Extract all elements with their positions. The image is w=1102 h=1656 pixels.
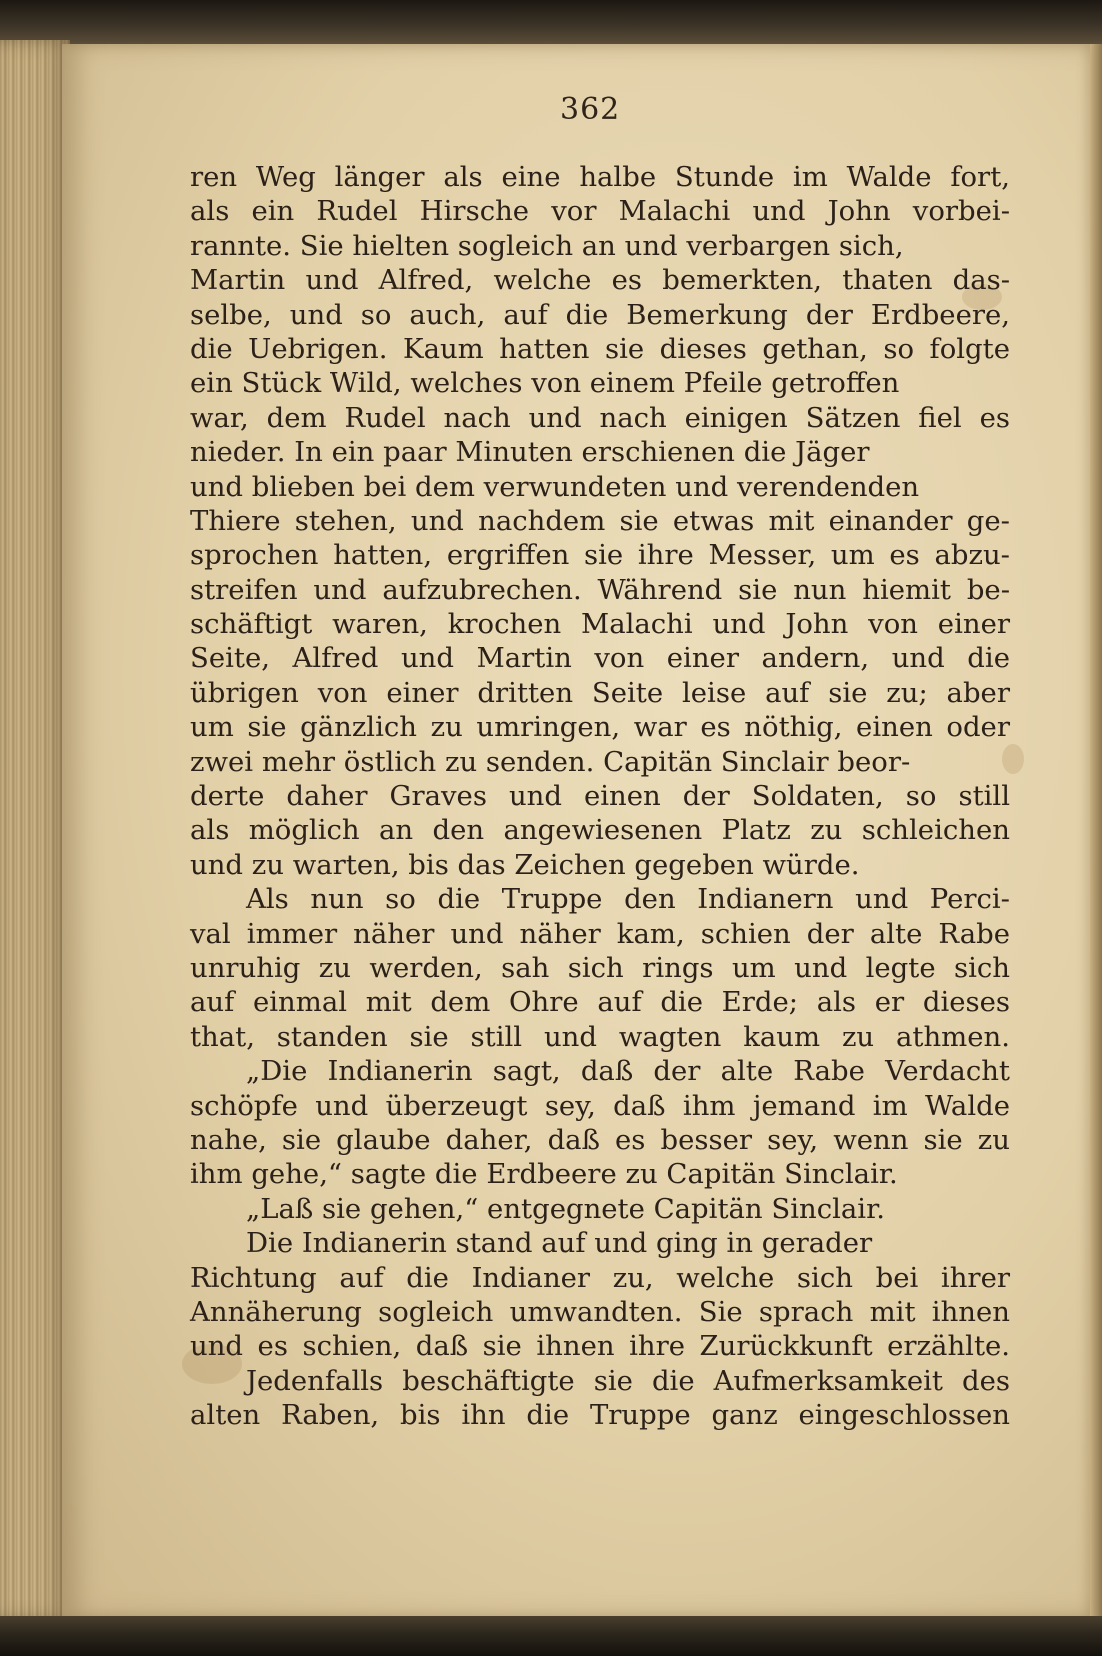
text-line: übrigen von einer dritten Seite leise auf sie zu; aber <box>190 676 1010 709</box>
text-line: schäftigt waren, krochen Malachi und John von einer <box>190 608 1011 641</box>
text-line: schöpfe und überzeugt sey, daß ihm jemand im Walde <box>190 1089 1010 1122</box>
page-right-edge <box>1090 44 1102 1618</box>
text-line: rannte. Sie hielten sogleich an und verbargen sich, <box>190 229 904 262</box>
text-line: und es schien, daß sie ihnen ihre Zurückkunft erzählte. <box>190 1330 1011 1363</box>
text-line: war, dem Rudel nach und nach einigen Sätzen fiel es <box>190 401 1010 434</box>
page-number: 362 <box>560 92 621 127</box>
text-line: um sie gänzlich zu umringen, war es nöthig, einen oder <box>190 711 1010 744</box>
text-line: ren Weg länger als eine halbe Stunde im Walde fort, <box>190 161 1010 193</box>
text-line: und zu warten, bis das Zeichen gegeben würde. <box>190 848 860 881</box>
book-bottom-edge <box>0 1616 1102 1656</box>
text-line: Seite, Alfred und Martin von einer andern, und die <box>190 642 1010 675</box>
text-line: Jedenfalls beschäftigte sie die Aufmerksamkeit des <box>246 1364 1010 1397</box>
text-line: selbe, und so auch, auf die Bemerkung der Erdbeere, <box>190 298 1011 331</box>
text-line: Annäherung sogleich umwandten. Sie sprach mit ihnen <box>190 1295 1010 1328</box>
text-line: Die Indianerin stand auf und ging in gerader <box>246 1227 873 1260</box>
text-line: die Uebrigen. Kaum hatten sie dieses gethan, so folgte <box>190 332 1010 365</box>
page-stack-edge <box>0 40 70 1620</box>
text-line: als möglich an den angewiesenen Platz zu schleichen <box>190 814 1010 847</box>
text-line: Richtung auf die Indianer zu, welche sich bei ihrer <box>190 1261 1010 1294</box>
text-line: alten Raben, bis ihn die Truppe ganz eingeschlossen <box>190 1399 1010 1432</box>
text-line: ein Stück Wild, welches von einem Pfeile getroffen <box>190 367 900 400</box>
text-line: als ein Rudel Hirsche vor Malachi und John vorbei- <box>190 195 1011 228</box>
text-line: Martin und Alfred, welche es bemerkten, thaten das- <box>190 264 1011 297</box>
text-line: „Die Indianerin sagt, daß der alte Rabe Verdacht <box>246 1055 1010 1088</box>
text-line: Thiere stehen, und nachdem sie etwas mit einander ge- <box>190 504 1010 537</box>
text-line: auf einmal mit dem Ohre auf die Erde; als er dieses <box>190 986 1011 1019</box>
text-line: derte daher Graves und einen der Soldaten, so still <box>190 780 1011 813</box>
text-line: nahe, sie glaube daher, daß es besser sey, wenn sie zu <box>190 1123 1010 1156</box>
text-line: und blieben bei dem verwundeten und verendenden <box>190 470 920 503</box>
text-line: sprochen hatten, ergriffen sie ihre Messer, um es abzu- <box>190 539 1010 572</box>
text-line: streifen und aufzubrechen. Während sie nun hiemit be- <box>190 573 1010 606</box>
text-line: nieder. In ein paar Minuten erschienen die Jäger <box>190 436 870 469</box>
text-line: val immer näher und näher kam, schien der alte Rabe <box>190 917 1011 950</box>
text-line: „Laß sie gehen,“ entgegnete Capitän Sinclair. <box>246 1192 885 1225</box>
body-text <box>190 160 1010 1432</box>
text-line: that, standen sie still und wagten kaum zu athmen. <box>190 1020 1010 1053</box>
book-top-edge <box>0 0 1102 44</box>
text-line: Als nun so die Truppe den Indianern und Perci- <box>246 883 1010 916</box>
text-line: unruhig zu werden, sah sich rings um und legte sich <box>190 951 1011 984</box>
text-line: zwei mehr östlich zu senden. Capitän Sinclair beor- <box>190 745 911 778</box>
text-line: ihm gehe,“ sagte die Erdbeere zu Capitän Sinclair. <box>190 1158 898 1191</box>
